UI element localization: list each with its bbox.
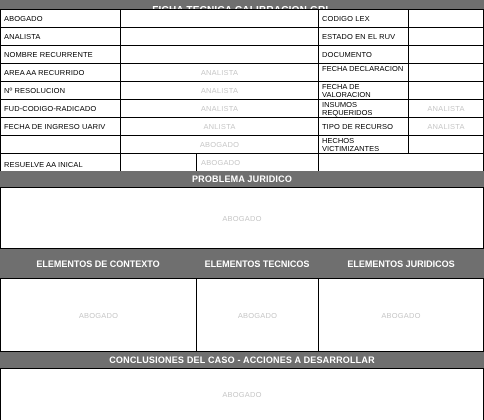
field-area-aa-recurrido[interactable]: ANALISTA: [120, 63, 319, 82]
label-insumos-requeridos: INSUMOS REQUERIDOS: [318, 99, 409, 118]
field-fecha-valoracion[interactable]: [408, 81, 484, 100]
label-abogado: ABOGADO: [0, 9, 121, 28]
conclusiones-header: CONCLUSIONES DEL CASO - ACCIONES A DESARROLLAR: [0, 352, 484, 368]
field-row8[interactable]: ABOGADO: [120, 135, 319, 154]
label-fecha-ingreso-uariv: FECHA DE INGRESO UARIV: [0, 117, 121, 136]
field-nombre-recurrente[interactable]: [120, 45, 319, 64]
field-fecha-declaracion[interactable]: [408, 63, 484, 82]
label-fecha-declaracion: FECHA DECLARACION: [318, 63, 409, 82]
field-codigo-lex[interactable]: [408, 9, 484, 28]
field-fud-codigo-radicado[interactable]: ANALISTA: [120, 99, 319, 118]
field-insumos-requeridos[interactable]: ANALISTA: [408, 99, 484, 118]
elementos-contexto-header: ELEMENTOS DE CONTEXTO: [0, 249, 197, 279]
label-tipo-recurso: TIPO DE RECURSO: [318, 117, 409, 136]
label-estado-ruv: ESTADO EN EL RUV: [318, 27, 409, 46]
field-documento[interactable]: [408, 45, 484, 64]
label-resuelve-aa-inicial: RESUELVE AA INICAL: [0, 153, 121, 172]
label-fud-codigo-radicado: FUD-CODIGO-RADICADO: [0, 99, 121, 118]
field-analista[interactable]: [120, 27, 319, 46]
problema-juridico-field[interactable]: ABOGADO: [0, 187, 484, 249]
field-abogado[interactable]: [120, 9, 319, 28]
label-hechos-victimizantes: HECHOS VICTIMIZANTES: [318, 135, 409, 154]
field-resuelve-aa-inicial[interactable]: ABOGADO: [196, 153, 319, 172]
field-estado-ruv[interactable]: [408, 27, 484, 46]
elementos-tecnicos-field[interactable]: ABOGADO: [196, 278, 319, 352]
field-row9-right[interactable]: [318, 153, 484, 172]
field-fecha-ingreso-uariv[interactable]: ANLISTA: [120, 117, 319, 136]
label-nombre-recurrente: NOMBRE RECURRENTE: [0, 45, 121, 64]
label-empty: [0, 135, 121, 154]
conclusiones-field[interactable]: ABOGADO: [0, 368, 484, 420]
problema-juridico-header: PROBLEMA JURIDICO: [0, 171, 484, 187]
field-hechos-victimizantes[interactable]: [408, 135, 484, 154]
label-area-aa-recurrido: AREA AA RECURRIDO: [0, 63, 121, 82]
elementos-contexto-field[interactable]: ABOGADO: [0, 278, 197, 352]
field-tipo-recurso[interactable]: ANALISTA: [408, 117, 484, 136]
label-codigo-lex: CODIGO LEX: [318, 9, 409, 28]
elementos-tecnicos-header: ELEMENTOS TECNICOS: [196, 249, 319, 279]
field-resolucion[interactable]: ANALISTA: [120, 81, 319, 100]
label-documento: DOCUMENTO: [318, 45, 409, 64]
elementos-juridicos-field[interactable]: ABOGADO: [318, 278, 484, 352]
label-resolucion: Nº RESOLUCION: [0, 81, 121, 100]
elementos-juridicos-header: ELEMENTOS JURIDICOS: [318, 249, 484, 279]
label-fecha-valoracion: FECHA DE VALORACION: [318, 81, 409, 100]
label-analista: ANALISTA: [0, 27, 121, 46]
field-resuelve-extra[interactable]: [120, 153, 197, 172]
